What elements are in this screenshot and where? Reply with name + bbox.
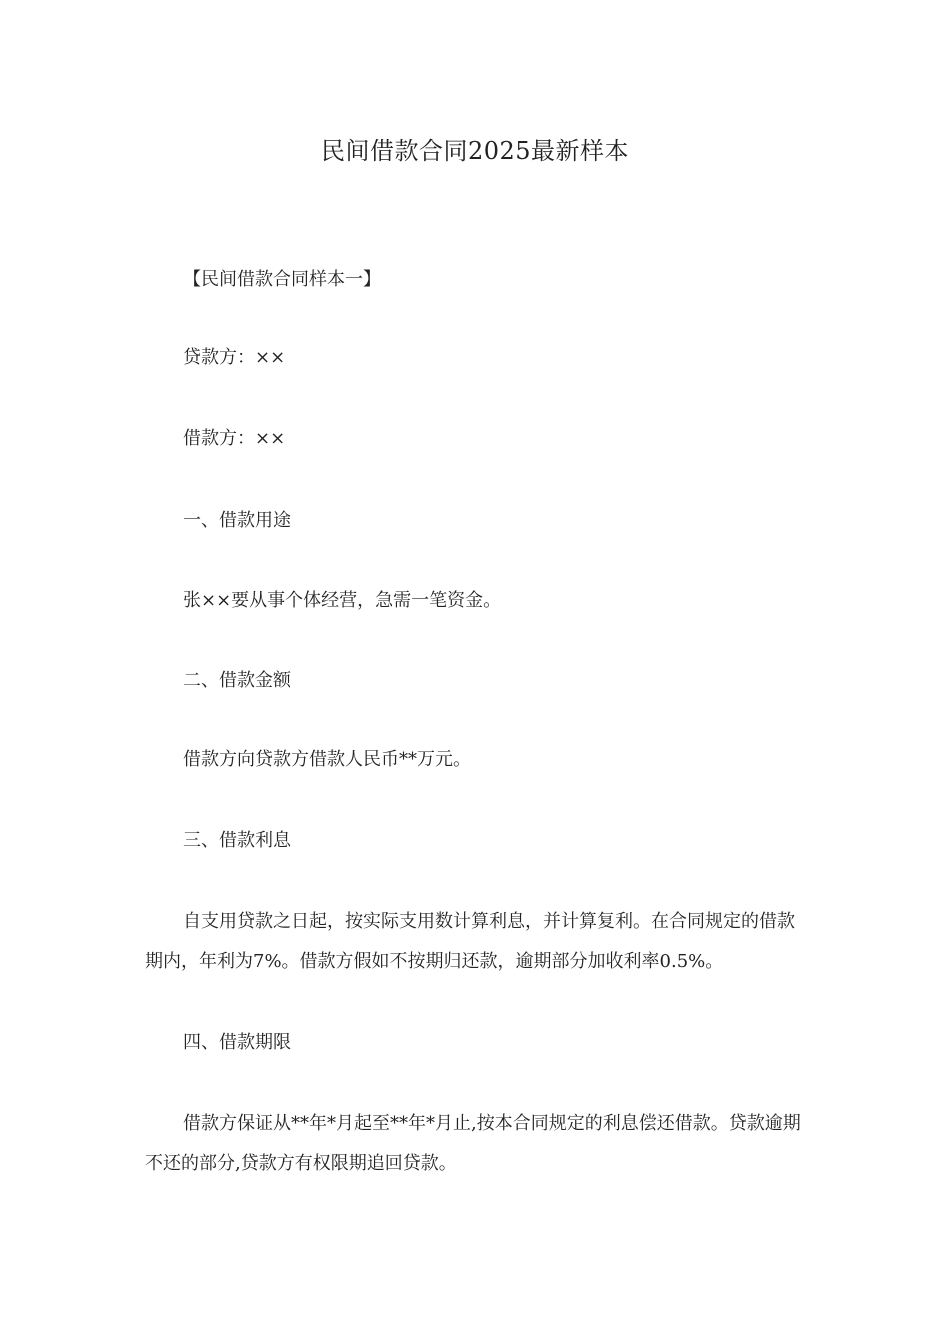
clause-2-title: 二、借款金额 [183,670,291,691]
clause-3-body: 自支用贷款之日起，按实际支用数计算利息，并计算复利。在合同规定的借款期内，年利为7%。借款方假如不按期归还款，逾期部分加收利率0.5%。 [145,911,795,972]
clause-1-title: 一、借款用途 [183,510,291,531]
section-heading: 【民间借款合同样本一】 [183,269,381,290]
clause-4-body: 借款方保证从**年*月起至**年*月止,按本合同规定的利息偿还借款。贷款逾期不还的部分,贷款方有权限期追回贷款。 [145,1113,801,1174]
document-title: 民间借款合同2025最新样本 [320,137,630,165]
borrower-line: 借款方：×× [183,428,286,449]
clause-3-title: 三、借款利息 [183,830,291,851]
clause-4-title: 四、借款期限 [183,1032,291,1053]
clause-1-body: 张××要从事个体经营，急需一笔资金。 [183,590,502,611]
clause-2-body: 借款方向贷款方借款人民币**万元。 [183,749,471,770]
lender-line: 贷款方：×× [183,347,286,368]
